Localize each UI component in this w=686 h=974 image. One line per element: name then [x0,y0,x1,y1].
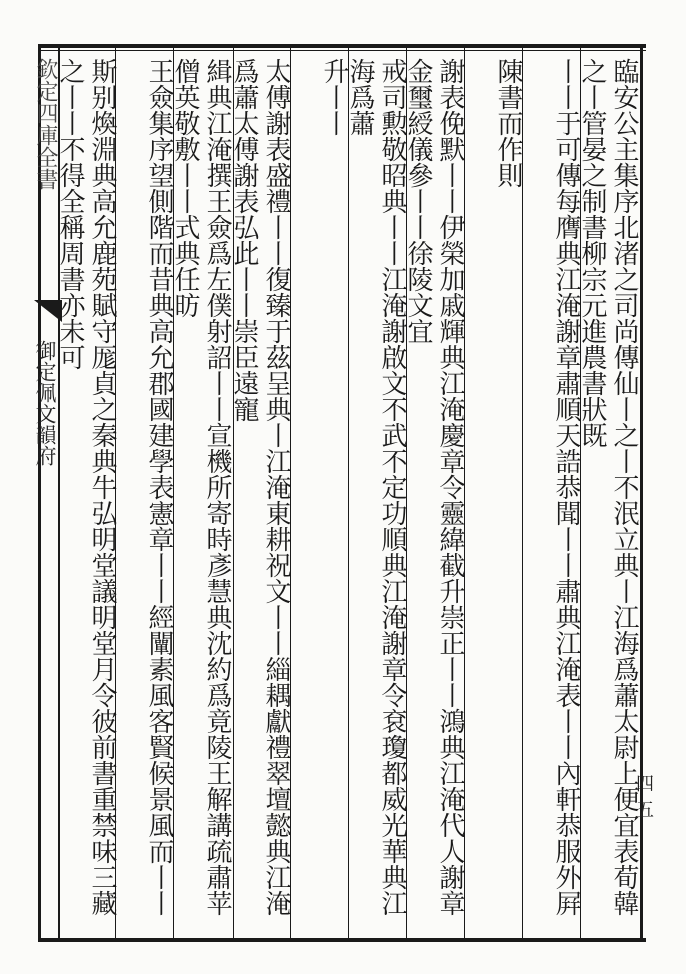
text-column-5: 戒司勲敬昭典丨丨江淹謝啟文不武不定功順典江淹謝章令袞瓊都威光華典江海爲蕭 [345,58,407,916]
page-number: 四五 [636,774,654,821]
text-column-9: 王僉集序望側階而昔典高允郡國建學表憲章丨丨經闡素風客賢候景風而丨丨 [144,58,174,916]
book-title: 欽定四庫全書 [33,58,58,190]
text-column-8: 緝典江淹撰王僉爲左僕射詔丨丨宣機所寄時彥慧典沈約爲竟陵王解講疏肅苹僧英敬敷丨丨式典任昉 [170,58,232,916]
text-column-1: 臨安公主集序北渚之司尚傳仙丨之丨不泯立典丨江海爲蕭太尉上便宜表荀韓之丨管晏之制書柳宗元進農書狀既 [577,58,639,916]
top-border [38,44,646,48]
text-column-3: 陳書而作則 [493,58,523,188]
text-column-10: 斯别煥淵典高允鹿苑賦守厖貞之秦典牛弘明堂議明堂月令彼前書重禁味三藏之丨丨不得全稱周書亦未可 [55,58,117,916]
text-column-6: 升丨丨 [319,58,349,136]
text-column-2: 丨丨于可傳每膺典江淹謝章肅順天誥恭聞丨丨肅典江淹表丨丨內軒恭服外屛 [551,58,581,916]
section-title: 御定佩文韻府 [33,340,57,466]
text-column-4: 謝表俛默丨丨伊榮加戚輝典江淹慶章令靈緯截升崇正丨丨鴻典江淹代人謝章金璽綬儀參丨丨徐陵文宜 [403,58,465,916]
text-column-7: 太傅謝表盛禮丨丨復臻于茲呈典丨江淹東耕祝文丨丨緇耦獻禮翠壇懿典江淹爲蕭太傅謝表弘此丨丨崇臣遠寵 [229,58,291,916]
column-line [348,48,349,938]
top-inner-border [38,50,646,51]
